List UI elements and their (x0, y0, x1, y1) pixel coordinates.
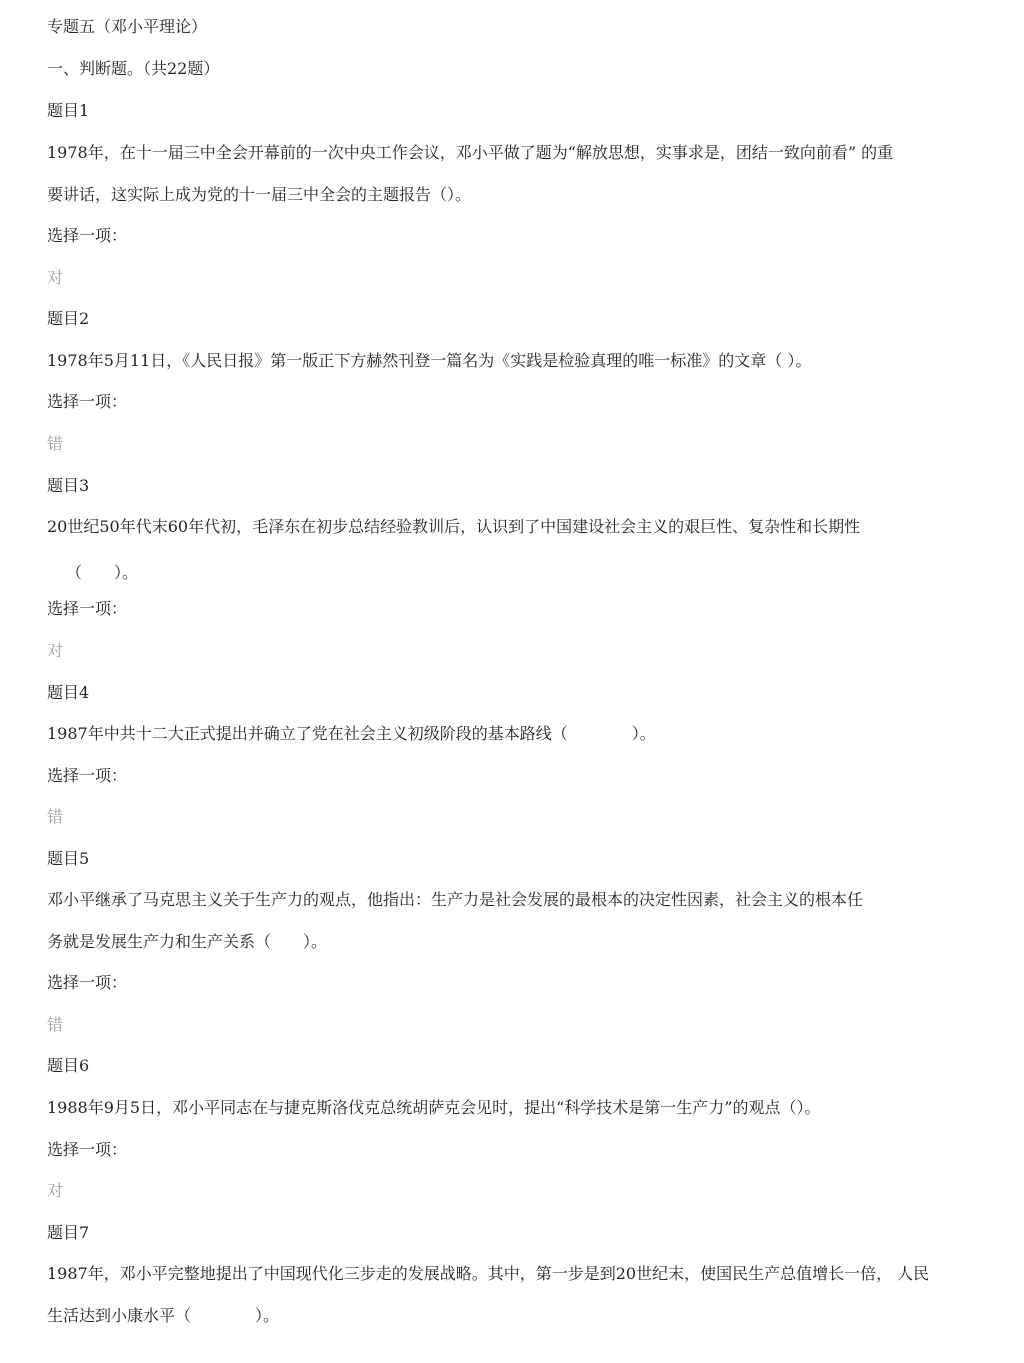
question-2-answer: 错 (47, 434, 64, 453)
question-6-text-line-1: 1988年9月5日，邓小平同志在与捷克斯洛伐克总统胡萨克会见时，提出“科学技术是第一生产力”的观点（）。 (47, 1098, 821, 1117)
question-1-text-line-1: 1978年，在十一届三中全会开幕前的一次中央工作会议，邓小平做了题为“解放思想，实事求是，团结一致向前看” 的重 (47, 143, 894, 162)
question-4-prompt: 选择一项： (47, 766, 128, 785)
question-6-prompt: 选择一项： (47, 1140, 128, 1159)
question-3-text-line-2: （ ）。 (66, 563, 139, 582)
question-4-answer: 错 (47, 807, 64, 826)
section-heading: 一、判断题。（共22题） (47, 59, 220, 78)
document-title: 专题五（邓小平理论） (47, 17, 208, 36)
question-3-answer: 对 (47, 641, 64, 660)
question-2-label: 题目2 (47, 309, 90, 328)
question-6-label: 题目6 (47, 1056, 90, 1075)
question-5-answer: 错 (47, 1015, 64, 1034)
question-3-label: 题目3 (47, 476, 90, 495)
question-5-text-line-1: 邓小平继承了马克思主义关于生产力的观点，他指出：生产力是社会发展的最根本的决定性因素，社会主义的根本任 (47, 890, 864, 909)
question-1-prompt: 选择一项： (47, 226, 128, 245)
question-1-answer: 对 (47, 268, 64, 287)
question-5-text-line-2: 务就是发展生产力和生产关系（ ）。 (47, 932, 328, 951)
question-2-prompt: 选择一项： (47, 392, 128, 411)
question-1-text-line-2: 要讲话，这实际上成为党的十一届三中全会的主题报告（）。 (47, 185, 472, 204)
question-4-text-line-1: 1987年中共十二大正式提出并确立了党在社会主义初级阶段的基本路线（ ）。 (47, 724, 656, 743)
question-6-answer: 对 (47, 1181, 64, 1200)
question-1-label: 题目1 (47, 101, 90, 120)
question-3-prompt: 选择一项： (47, 599, 128, 618)
question-2-text-line-1: 1978年5月11日，《人民日报》第一版正下方赫然刊登一篇名为《实践是检验真理的唯一标准》的文章（ ）。 (47, 351, 812, 370)
question-3-text-line-1: 20世纪50年代末60年代初，毛泽东在初步总结经验教训后，认识到了中国建设社会主义的艰巨性、复杂性和长期性 (47, 517, 861, 536)
question-7-label: 题目7 (47, 1223, 90, 1242)
question-7-text-line-2: 生活达到小康水平（ ）。 (47, 1306, 280, 1325)
question-5-prompt: 选择一项： (47, 973, 128, 992)
question-5-label: 题目5 (47, 849, 90, 868)
question-4-label: 题目4 (47, 683, 90, 702)
question-7-text-line-1: 1987年，邓小平完整地提出了中国现代化三步走的发展战略。其中，第一步是到20世纪末，使国民生产总值增长一倍， 人民 (47, 1264, 930, 1283)
